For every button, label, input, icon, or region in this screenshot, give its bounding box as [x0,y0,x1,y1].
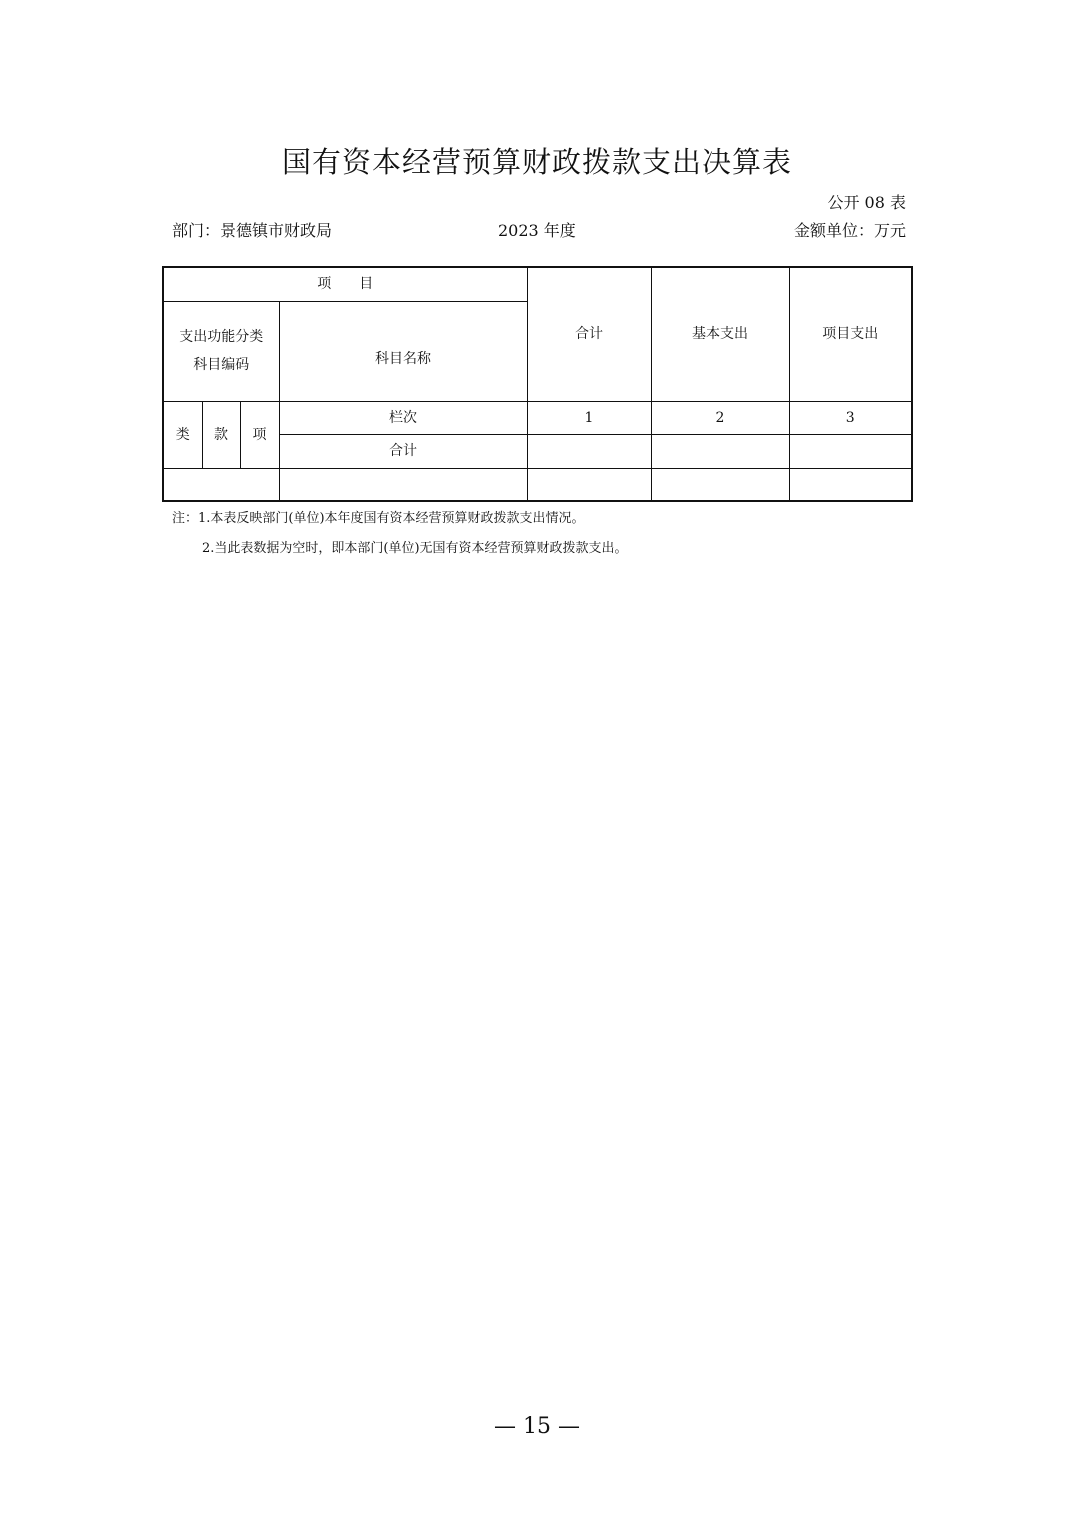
table-row [163,468,912,501]
note-line-1: 注：1.本表反映部门(单位)本年度国有资本经营预算财政拨款支出情况。 [172,511,585,526]
project-value-cell [789,434,912,468]
form-code: 公开 08 表 [827,193,906,212]
year-label: 2023 年度 [498,221,576,240]
header-basic-expenditure: 基本支出 [651,267,789,401]
header-function-code-line2: 科目编码 [193,357,250,373]
total-value-cell [527,434,651,468]
page-title: 国有资本经营预算财政拨款支出决算表 [281,145,792,179]
table-header-row [163,267,912,301]
code-section: 款 [202,401,240,468]
header-item: 项 目 [163,267,527,301]
budget-table [162,266,913,502]
column-index-3: 3 [789,401,912,434]
table-row [163,401,912,434]
basic-value-cell [651,434,789,468]
meta-row [172,218,906,240]
header-subject-name: 科目名称 [279,301,527,401]
column-index-label: 栏次 [279,401,527,434]
empty-name-cell [279,468,527,501]
total-row-label: 合计 [279,434,527,468]
code-item: 项 [240,401,279,468]
header-function-code-line1: 支出功能分类 [179,329,264,345]
empty-total-cell [527,468,651,501]
empty-project-cell [789,468,912,501]
unit-label: 金额单位：万元 [793,221,906,240]
department-label: 部门：景德镇市财政局 [172,221,333,240]
column-index-2: 2 [651,401,789,434]
note-line-2: 2.当此表数据为空时，即本部门(单位)无国有资本经营预算财政拨款支出。 [202,541,628,556]
header-function-code [163,301,279,401]
code-class: 类 [163,401,202,468]
header-project-expenditure: 项目支出 [789,267,912,401]
empty-basic-cell [651,468,789,501]
header-total: 合计 [527,267,651,401]
notes [172,511,628,557]
page-number: — 15 — [494,1414,580,1439]
empty-code-cell [163,468,279,501]
column-index-1: 1 [527,401,651,434]
